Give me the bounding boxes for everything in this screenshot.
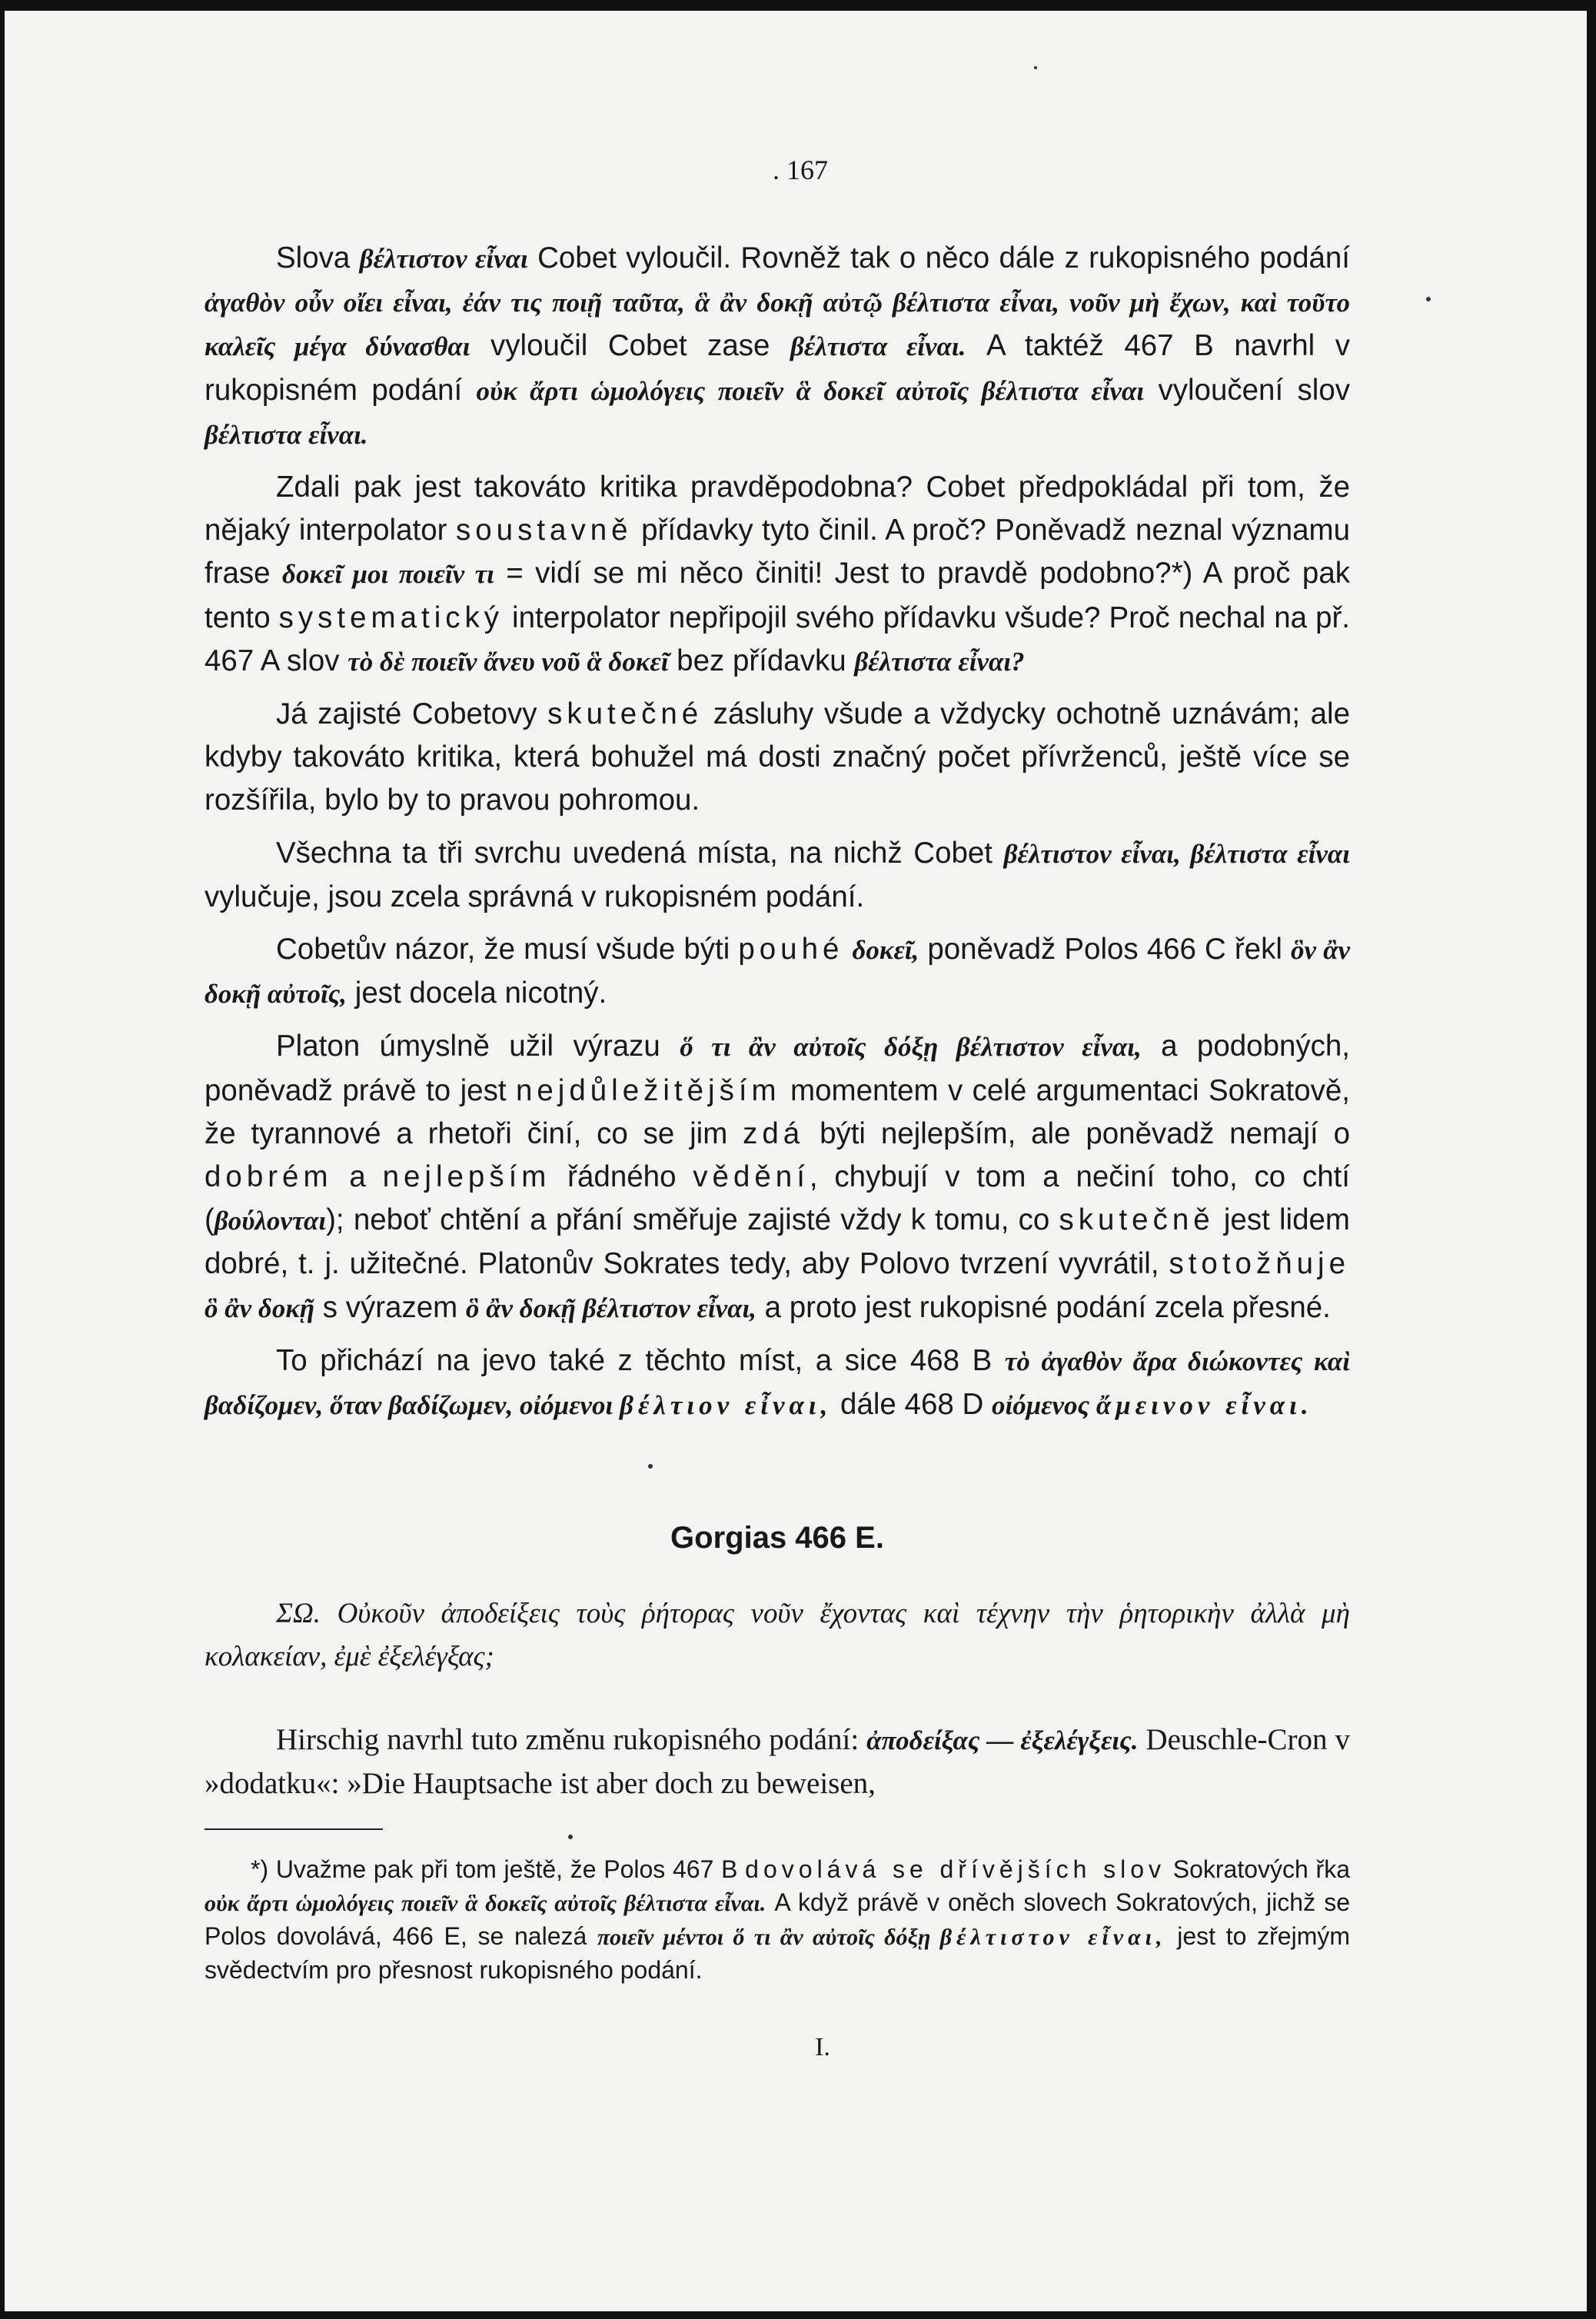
greek-phrase: βέλτιστον εἶναι, βέλτιστα εἶναι: [1003, 838, 1351, 869]
greek-phrase: βέλτιστα εἶναι?: [854, 646, 1025, 677]
text-run: , chybují v tom a nečiní toho, co chtí (: [204, 1160, 1350, 1237]
paragraph: [204, 928, 1350, 1016]
spaced-emphasis: dovolává se dřívějších slov: [745, 1855, 1166, 1884]
text-run: Sokratových řka: [1165, 1855, 1351, 1884]
spaced-emphasis: systematický: [278, 601, 504, 634]
text-run: = vidí se mi něco činiti! Jest to pravdě podobno?*) A proč pak tento: [204, 557, 1351, 634]
paragraph: [204, 1339, 1350, 1427]
greek-phrase: οὐκ ἄρτι ὡμολόγεις ποιεῖν ἃ δοκεῖς αὐτοῖς βέλτιστα εἶναι.: [204, 1891, 766, 1917]
text-run: vyloučil Cobet zase: [470, 329, 790, 363]
page-number: . 167: [773, 155, 828, 185]
text-run: jest docela nicotný.: [347, 977, 607, 1010]
text-run: Já zajisté Cobetovy: [276, 697, 548, 731]
text-run: [843, 933, 852, 966]
text-run: bez přídavku: [668, 644, 855, 677]
greek-phrase: τὸ δὲ ποιεῖν ἄνευ νοῦ ἃ δοκεῖ: [347, 646, 669, 677]
spaced-emphasis: skutečné: [547, 697, 703, 731]
text-run: A když právě v oněch slovech Sokratových, jichž se Polos dovolává, 466 E, se nalezá: [204, 1888, 1350, 1951]
greek-phrase-spaced: βέλτιον εἶναι,: [620, 1390, 833, 1421]
spaced-emphasis: stotožňuje: [1169, 1247, 1350, 1281]
paragraph: [204, 1718, 1350, 1805]
text-run: To přichází na jevo také z těchto míst, a sice 468 B: [276, 1343, 1005, 1377]
text-run: Zdali pak jest takováto kritika pravděpodobna? Cobet předpokládal při tom, že nějaký interpolator: [204, 471, 1350, 547]
greek-phrase: ὃ ἂν δοκῇ βέλτιστον εἶναι,: [465, 1293, 756, 1323]
page-content: [204, 154, 1350, 2062]
paragraph: [204, 237, 1350, 457]
text-run: a: [332, 1160, 383, 1194]
greek-phrase: δοκεῖ,: [852, 935, 919, 966]
text-run: interpolator nepřipojil svého přídavku všude? Proč nechal na př. 467 A slov: [204, 601, 1350, 677]
paragraph: [204, 832, 1350, 919]
text-run: a proto jest rukopisné podání zcela přesné.: [756, 1290, 1331, 1324]
greek-phrase: βούλονται: [214, 1206, 327, 1236]
footnote-rule: [204, 1828, 383, 1830]
spaced-emphasis: soustavně: [456, 514, 633, 547]
spaced-emphasis: zdá: [743, 1116, 805, 1150]
text-run: vyloučení slov: [1144, 373, 1350, 407]
greek-phrase: οὐκ ἄρτι ὡμολόγεις ποιεῖν ἃ δοκεῖ αὐτοῖς βέλτιστα εἶναι: [476, 375, 1145, 406]
greek-phrase: οἰόμενος: [991, 1390, 1096, 1421]
text-run: Všechna ta tři svrchu uvedená místa, na nichž Cobet: [276, 836, 1004, 870]
greek-phrase: ὅ τι ἂν αὐτοῖς δόξῃ βέλτιστον εἶναι,: [680, 1032, 1142, 1063]
greek-phrase: βέλτιστα εἶναι.: [790, 331, 966, 362]
text-run: jest lidem dobré, t. j. užitečné. Platonův Sokrates tedy, aby Polovo tvrzení vyvrátil,: [204, 1203, 1351, 1281]
greek-phrase: δοκεῖ μοι ποιεῖν τι: [282, 559, 494, 590]
text-run: *) Uvažme pak při tom ještě, že Polos 467 B: [251, 1855, 746, 1884]
paragraph: [204, 466, 1350, 684]
text-run: a podobných, poněvadž právě to jest: [204, 1030, 1350, 1107]
paragraph: [204, 1025, 1350, 1329]
spaced-emphasis: pouhé: [738, 933, 844, 967]
scan-speck: [1426, 297, 1431, 301]
greek-phrase: ποιεῖν μέντοι ὅ τι ἂν αὐτοῖς δόξῃ: [597, 1925, 940, 1951]
text-run: řádného: [550, 1160, 693, 1194]
greek-phrase: βέλτιστον εἶναι: [359, 244, 528, 274]
footnote: [204, 1853, 1350, 1987]
signature-mark: I.: [815, 2033, 830, 2062]
greek-phrase: ἀγαθὸν οὖν οἴει εἶναι, ἐάν τις ποιῇ ταῦτα, ἃ ἂν δοκῇ αὐτῷ βέλτιστα εἶναι, νοῦν μὴ ἔχων, καὶ τοῦτο καλεῖς μέγα δύνασθαι: [204, 288, 1350, 362]
greek-phrase-spaced: βέλτιστον εἶναι,: [939, 1925, 1167, 1951]
text-run: A taktéž 467 B navrhl v rukopisném podání: [204, 329, 1350, 407]
spaced-emphasis: nejdůležitějším: [515, 1073, 781, 1107]
spaced-emphasis: vědění: [693, 1160, 810, 1194]
text-run: býti nejlepším, ale poněvadž nemají o: [804, 1116, 1350, 1150]
greek-phrase: ὃ ἂν δοκῇ: [204, 1293, 315, 1323]
text-run: Deuschle-Cron v »dodatku«: »Die Hauptsache ist aber doch zu beweisen,: [204, 1723, 1350, 1801]
greek-quote: ΣΩ. Οὐκοῦν ἀποδείξεις τοὺς ῥήτορας νοῦν ἔχοντας καὶ τέχνην τὴν ῥητορικὴν ἀλλὰ μὴ κολακείαν, ἐμὲ ἐξελέγξας;: [204, 1598, 1350, 1673]
text-run: poněvadž Polos 466 C řekl: [919, 933, 1291, 967]
greek-phrase: ὃν ἂν δοκῇ αὐτοῖς,: [204, 935, 1350, 1010]
spaced-emphasis: nejlepším: [382, 1160, 551, 1194]
text-run: s výrazem: [314, 1290, 466, 1324]
text-run: přídavky tyto činil. A proč? Poněvadž neznal významu frase: [204, 514, 1351, 591]
body-text: [204, 237, 1350, 1427]
text-run: vylučuje, jsou zcela správná v rukopisném podání.: [204, 880, 865, 913]
text-run: zásluhy všude a vždycky ochotně uznávám; ale kdyby takováto kritika, která bohužel má dosti značný počet přívrženců, ještě více se rozšířila, bylo by to pravou pohromou.: [204, 697, 1350, 817]
text-run: Cobet vyloučil. Rovněž tak o něco dále z rukopisného podání: [527, 241, 1351, 274]
text-run: ); neboť chtění a přání směřuje zajisté vždy k tomu, co: [326, 1203, 1059, 1237]
section-heading: Gorgias 466 E.: [670, 1521, 884, 1555]
paragraph: [204, 693, 1350, 823]
greek-phrase: ἀποδείξας — ἐξελέγξεις.: [866, 1725, 1139, 1756]
text-run: Platon úmyslně užil výrazu: [276, 1030, 680, 1063]
text-run: dále 468 D: [832, 1388, 992, 1422]
scan-speck: [1034, 66, 1037, 69]
text-run: momentem v celé argumentaci Sokratově, že tyrannové a rhetoři činí, co se jim: [204, 1073, 1350, 1150]
spaced-emphasis: skutečně: [1059, 1203, 1215, 1237]
greek-phrase-spaced: ἄμεινον εἶναι.: [1096, 1390, 1313, 1421]
spaced-emphasis: dobrém: [204, 1160, 333, 1194]
text-run: jest to zřejmým svědectvím pro přesnost rukopisného podání.: [204, 1922, 1351, 1985]
text-run: Hirschig navrhl tuto změnu rukopisného podání:: [276, 1723, 867, 1757]
greek-phrase: τὸ ἀγαθὸν ἄρα διώκοντες καὶ βαδίζομεν, ὅταν βαδίζωμεν, οἰόμενοι: [204, 1346, 1350, 1421]
text-run: Cobetův názor, že musí všude býti: [276, 933, 739, 967]
greek-phrase: βέλτιστα εἶναι.: [204, 419, 368, 450]
text-run: Slova: [276, 241, 360, 274]
